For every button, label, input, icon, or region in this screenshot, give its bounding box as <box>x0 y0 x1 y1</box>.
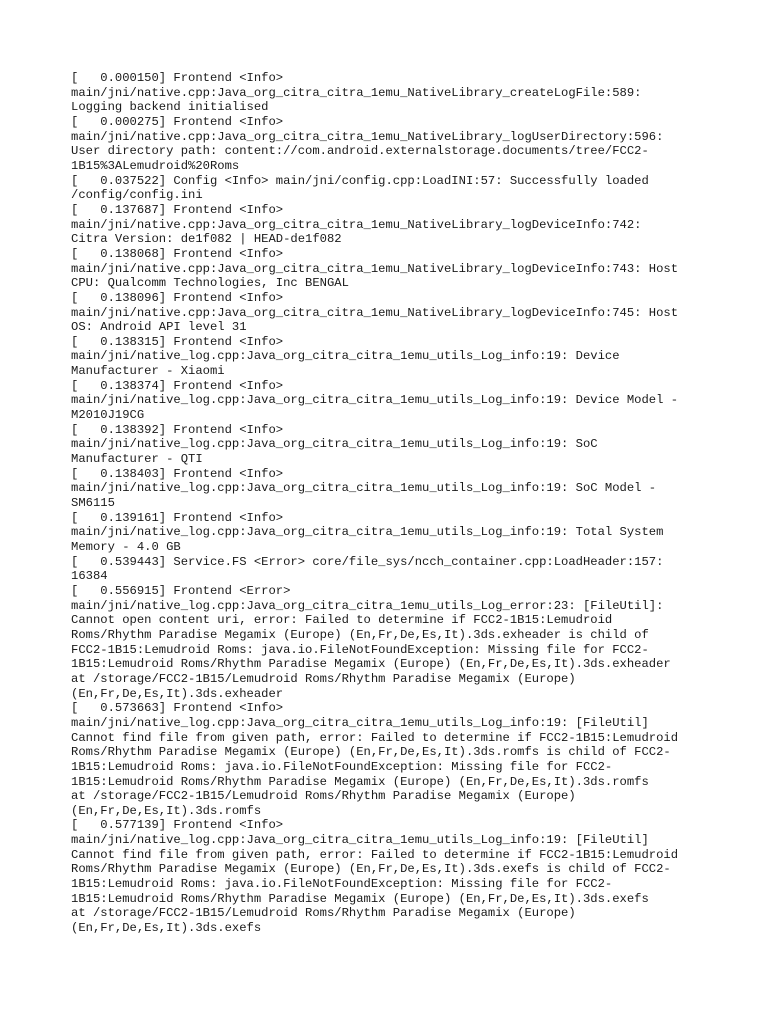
log-document <box>71 71 711 936</box>
log-line: [ 0.138392] Frontend <Info> <box>71 422 284 437</box>
log-line: Roms/Rhythm Paradise Megamix (Europe) (En,Fr,De,Es,It).3ds.exheader is child of <box>71 627 649 642</box>
log-line: [ 0.556915] Frontend <Error> <box>71 583 291 598</box>
log-line: Logging backend initialised <box>71 100 269 115</box>
log-line: 1B15:Lemudroid Roms/Rhythm Paradise Megamix (Europe) (En,Fr,De,Es,It).3ds.exefs <box>71 891 649 906</box>
log-line: at /storage/FCC2-1B15/Lemudroid Roms/Rhythm Paradise Megamix (Europe) <box>71 906 576 921</box>
log-line: main/jni/native.cpp:Java_org_citra_citra_1emu_NativeLibrary_logDeviceInfo:745: Host <box>71 305 679 320</box>
log-line: at /storage/FCC2-1B15/Lemudroid Roms/Rhythm Paradise Megamix (Europe) <box>71 671 576 686</box>
log-line: [ 0.138096] Frontend <Info> <box>71 290 284 305</box>
log-line: 1B15:Lemudroid Roms: java.io.FileNotFoundException: Missing file for FCC2- <box>71 877 613 892</box>
log-line: [ 0.539443] Service.FS <Error> core/file_sys/ncch_container.cpp:LoadHeader:157: <box>71 554 664 569</box>
log-line: Manufacturer - Xiaomi <box>71 364 225 379</box>
log-line: Manufacturer - QTI <box>71 452 203 467</box>
log-line: main/jni/native_log.cpp:Java_org_citra_citra_1emu_utils_Log_info:19: SoC Model - <box>71 481 657 496</box>
log-line: main/jni/native.cpp:Java_org_citra_citra_1emu_NativeLibrary_logDeviceInfo:743: Host <box>71 261 679 276</box>
log-line: [ 0.138374] Frontend <Info> <box>71 378 284 393</box>
log-line: at /storage/FCC2-1B15/Lemudroid Roms/Rhythm Paradise Megamix (Europe) <box>71 789 576 804</box>
log-line: [ 0.037522] Config <Info> main/jni/config.cpp:LoadINI:57: Successfully loaded <box>71 173 649 188</box>
log-line: CPU: Qualcomm Technologies, Inc BENGAL <box>71 276 349 291</box>
log-line: main/jni/native_log.cpp:Java_org_citra_citra_1emu_utils_Log_info:19: Total System <box>71 525 664 540</box>
log-line: Cannot find file from given path, error: Failed to determine if FCC2-1B15:Lemudroid <box>71 730 679 745</box>
log-line: (En,Fr,De,Es,It).3ds.romfs <box>71 803 262 818</box>
log-line: [ 0.573663] Frontend <Info> <box>71 701 284 716</box>
log-line: main/jni/native_log.cpp:Java_org_citra_citra_1emu_utils_Log_info:19: Device <box>71 349 620 364</box>
log-line: main/jni/native.cpp:Java_org_citra_citra_1emu_NativeLibrary_logUserDirectory:596: <box>71 129 664 144</box>
log-line: Memory - 4.0 GB <box>71 540 181 554</box>
log-line: main/jni/native.cpp:Java_org_citra_citra_1emu_NativeLibrary_createLogFile:589: <box>71 85 642 100</box>
log-line: [ 0.137687] Frontend <Info> <box>71 202 284 217</box>
log-line: User directory path: content://com.android.externalstorage.documents/tree/FCC2- <box>71 144 649 159</box>
log-line: Roms/Rhythm Paradise Megamix (Europe) (En,Fr,De,Es,It).3ds.romfs is child of FCC2- <box>71 745 671 760</box>
log-line: OS: Android API level 31 <box>71 320 247 335</box>
log-line: 1B15:Lemudroid Roms/Rhythm Paradise Megamix (Europe) (En,Fr,De,Es,It).3ds.romfs <box>71 774 649 789</box>
log-line: main/jni/native.cpp:Java_org_citra_citra_1emu_NativeLibrary_logDeviceInfo:742: <box>71 217 642 232</box>
log-line: main/jni/native_log.cpp:Java_org_citra_citra_1emu_utils_Log_info:19: [FileUtil] <box>71 715 649 730</box>
log-line: [ 0.138068] Frontend <Info> <box>71 246 284 261</box>
log-line: Citra Version: de1f082 | HEAD-de1f082 <box>71 232 342 247</box>
log-line: 1B15:Lemudroid Roms/Rhythm Paradise Megamix (Europe) (En,Fr,De,Es,It).3ds.exheader <box>71 657 671 672</box>
log-line: Cannot open content uri, error: Failed to determine if FCC2-1B15:Lemudroid <box>71 613 613 628</box>
log-line: SM6115 <box>71 496 115 511</box>
log-line: [ 0.138403] Frontend <Info> <box>71 466 284 481</box>
log-line: main/jni/native_log.cpp:Java_org_citra_citra_1emu_utils_Log_info:19: [FileUtil] <box>71 833 649 848</box>
log-line: FCC2-1B15:Lemudroid Roms: java.io.FileNotFoundException: Missing file for FCC2- <box>71 642 649 657</box>
log-line: Cannot find file from given path, error: Failed to determine if FCC2-1B15:Lemudroid <box>71 847 679 862</box>
log-line: main/jni/native_log.cpp:Java_org_citra_citra_1emu_utils_Log_error:23: [FileUtil]: <box>71 598 664 613</box>
log-line: [ 0.138315] Frontend <Info> <box>71 334 284 349</box>
log-line: /config/config.ini <box>71 188 203 203</box>
log-line: 1B15:Lemudroid Roms: java.io.FileNotFoundException: Missing file for FCC2- <box>71 759 613 774</box>
log-line: [ 0.577139] Frontend <Info> <box>71 818 284 833</box>
log-line: (En,Fr,De,Es,It).3ds.exefs <box>71 921 262 936</box>
log-line: 16384 <box>71 569 108 584</box>
log-line: [ 0.139161] Frontend <Info> <box>71 510 284 525</box>
log-line: Roms/Rhythm Paradise Megamix (Europe) (En,Fr,De,Es,It).3ds.exefs is child of FCC2- <box>71 862 671 877</box>
log-line: M2010J19CG <box>71 408 145 423</box>
log-line: (En,Fr,De,Es,It).3ds.exheader <box>71 686 284 701</box>
log-line: main/jni/native_log.cpp:Java_org_citra_citra_1emu_utils_Log_info:19: SoC <box>71 437 598 452</box>
log-line: main/jni/native_log.cpp:Java_org_citra_citra_1emu_utils_Log_info:19: Device Model - <box>71 393 679 408</box>
log-line: [ 0.000275] Frontend <Info> <box>71 114 284 129</box>
log-line: [ 0.000150] Frontend <Info> <box>71 71 284 85</box>
log-line: 1B15%3ALemudroid%20Roms <box>71 158 240 173</box>
